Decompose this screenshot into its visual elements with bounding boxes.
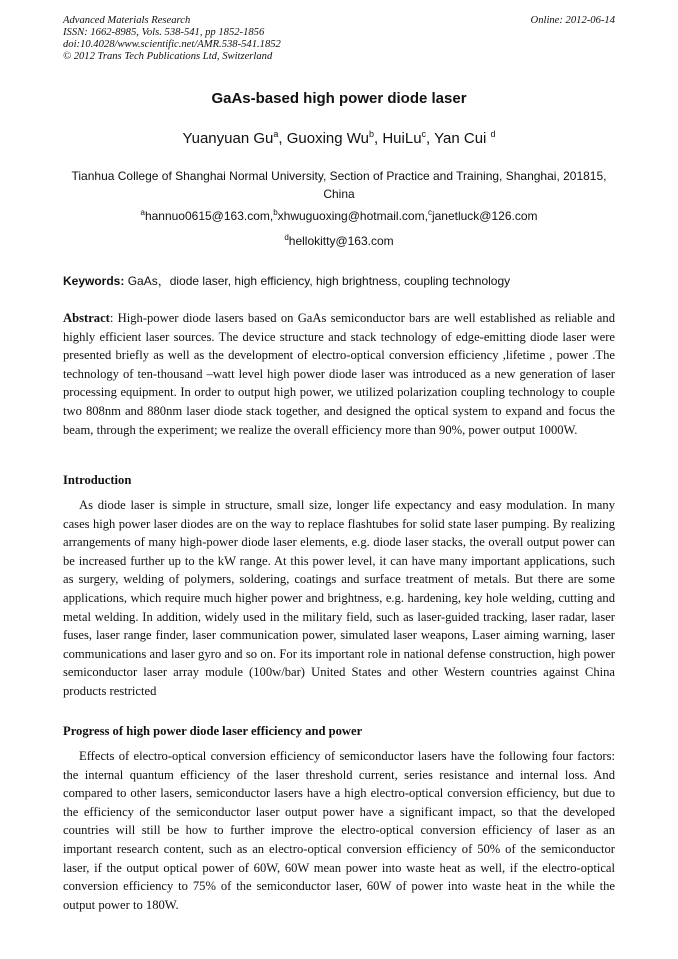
keywords (63, 272, 615, 289)
introduction-paragraph: As diode laser is simple in structure, small size, longer life expectancy and easy modulation. In many cases high power laser diodes are on the way to replace flashtubes for solid state laser pumping. By realizing arrangements of many high-power diode laser elements, e.g. diode laser stacks, the overall output power can be increased further up to the kW range. At this power level, it can have many important applications, such as surgery, welding of polymers, soldering, coatings and surface treatment of metals. But there are some applications, which require much higher power and brightness, e.g. hardening, key hole welding, cutting and metal welding. In addition, widely used in the military field, such as laser-guided tracking, laser radar, laser fuses, laser range finder, laser communication power, simulated laser weapons, Laser aiming warning, laser communications and laser gyro and so on. For its important role in national defense construction, high power semiconductor laser array module (100w/bar) United States and other Western countries against China products restricted (63, 498, 615, 698)
author-list (63, 129, 615, 147)
abstract (63, 309, 615, 439)
keywords-label: Keywords: (63, 274, 125, 288)
author-emails (63, 208, 615, 223)
author-name: Yuanyuan Gu (182, 130, 274, 147)
affiliation: Tianhua College of Shanghai Normal University, Section of Practice and Training, Shanghai, 201815, China (71, 169, 607, 201)
issn-line: ISSN: 1662-8985, Vols. 538-541, pp 1852-1856 (63, 27, 265, 38)
section-heading-progress: Progress of high power diode laser efficiency and power (63, 724, 363, 738)
author-separator: , (426, 130, 435, 147)
author-name: Guoxing Wu (286, 130, 369, 147)
online-date: Online: 2012-06-14 (530, 15, 615, 26)
journal-name: Advanced Materials Research (63, 15, 191, 26)
email-d[interactable]: hellokitty@163.com (288, 234, 394, 248)
doi-line[interactable]: doi:10.4028/www.scientific.net/AMR.538-541.1852 (63, 39, 281, 50)
progress-paragraph: Effects of electro-optical conversion efficiency of semiconductor lasers have the following four factors: the internal quantum efficiency of the laser threshold current, series resistance and internal loss. And compared to other lasers, semiconductor lasers have a high electro-optical conversion efficiency, but due to the efficiency of the semiconductor laser output power have a significant impact, so that the developed countries will still be how to further improve the electro-optical conversion efficiency of laser as an important research content, such as an electro-optical conversion efficiency of 50% of the semiconductor laser, if the output optical power of 60W, 60W mean power into waste heat as well, if the electro-optical conversion efficiency to 75% of the semiconductor laser, 60W of power into waste heat in the while the output power to 180W. (63, 749, 615, 912)
author-emails-2 (63, 233, 615, 248)
abstract-label: Abstract (63, 311, 110, 325)
author-separator: , (278, 130, 287, 147)
email-sup: a (140, 208, 145, 217)
section-heading-introduction: Introduction (63, 473, 132, 487)
author-affil-sup: b (368, 129, 374, 139)
abstract-text: : High-power diode lasers based on GaAs semiconductor bars are well established as reliable and highly efficient laser sources. The device structure and stack technology of edge-emitting diode laser were presented briefly as well as the development of electro-optical conversion efficiency ,lifetime , power .The technology of ten-thousand –watt level high power diode laser was introduced as a new generation of laser processing equipment. In order to output high power, we utilized polarization coupling technology to couple two 808nm and 880nm laser diode stack together, and designed the optical system to expand and focus the beam, through the experiment; we realize the overall efficiency more than 90%, power output 1000W. (63, 311, 615, 437)
email-sup: b (273, 208, 278, 217)
paper-title: GaAs-based high power diode laser (211, 90, 467, 107)
email-a[interactable]: hannuo0615@163.com, (144, 209, 274, 223)
author-name: HuiLu (382, 130, 422, 147)
keywords-text: GaAs，diode laser, high efficiency, high brightness, coupling technology (124, 274, 511, 288)
copyright-line: © 2012 Trans Tech Publications Ltd, Switzerland (63, 51, 273, 62)
email-sup: d (284, 233, 289, 242)
email-c[interactable]: janetluck@126.com (431, 209, 538, 223)
journal-header (63, 15, 615, 63)
author-affil-sup: a (273, 129, 279, 139)
author-separator: , (374, 130, 383, 147)
author-affil-sup: c (421, 129, 427, 139)
author-name: Yan Cui (434, 130, 491, 147)
email-b[interactable]: xhwuguoxing@hotmail.com, (277, 209, 428, 223)
email-sup: c (427, 208, 432, 217)
author-affil-sup: d (490, 129, 496, 139)
